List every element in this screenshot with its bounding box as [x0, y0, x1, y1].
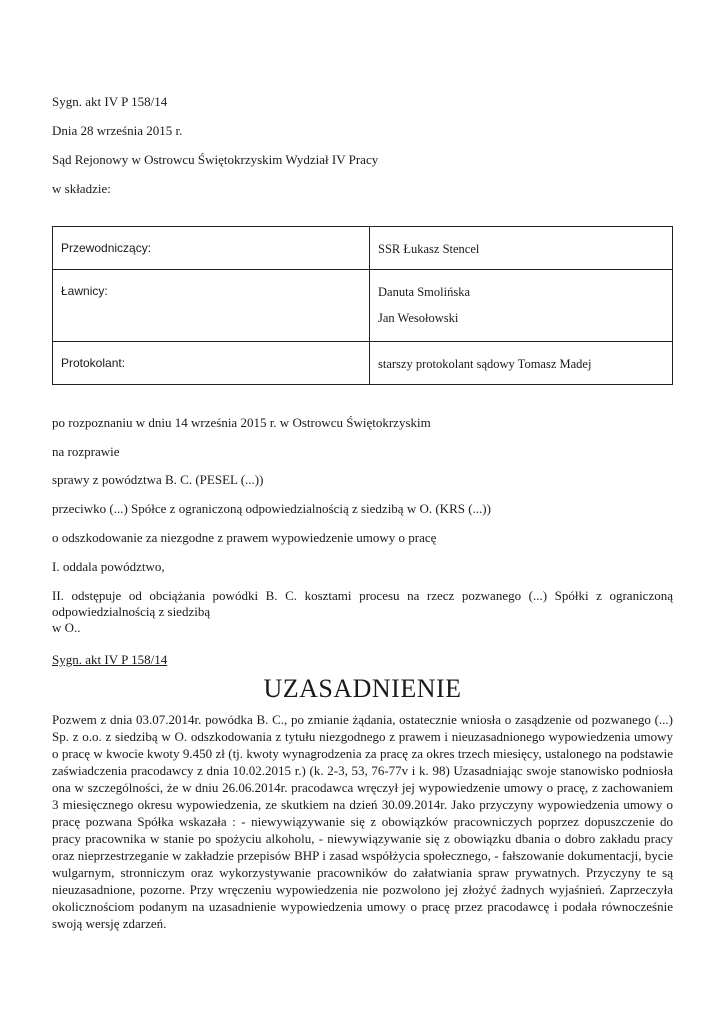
- justification-case-reference: Sygn. akt IV P 158/14: [52, 652, 168, 667]
- trial-label: na rozprawie: [52, 444, 120, 459]
- court-name: Sąd Rejonowy w Ostrowcu Świętokrzyskim Wydział IV Pracy: [52, 152, 379, 167]
- claim-info: sprawy z powództwa B. C. (PESEL (...)): [52, 472, 264, 487]
- name-cell: [370, 342, 673, 385]
- lay-judge-1: Danuta Smolińska: [378, 285, 471, 299]
- lay-judge-2: Jan Wesołowski: [378, 311, 459, 325]
- court-clerk: starszy protokolant sądowy Tomasz Madej: [378, 357, 592, 371]
- justification-paragraph: Pozwem z dnia 03.07.2014r. powódka B. C., po zmianie żądania, ostatecznie wniosła o zasądzenie od pozwanego (...) Sp. z o.o. z siedzibą w O. odszkodowania z tytułu niezgodnego z prawem i nieuzasadnionego wypowiedzenia umowy o pracę w kwocie kwoty 9.450 zł (tj. kwoty wynagrodzenia za pracę za okres trzech miesięcy, ustalonego na podstawie zaświadczenia pracodawcy z dnia 10.02.2015 r.) (k. 2-3, 53, 76-77v i k. 98) Uzasadniając swoje stanowisko podniosła ona w szczególności, że w dniu 26.06.2014r. pracodawca wręczył jej wypowiedzenie umowy o pracę, z zachowaniem 3 miesięcznego okresu wypowiedzenia, ze skutkiem na dzień 30.09.2014r. Jako przyczyny wypowiedzenia umowy o pracę pozwana Spółka wskazała : - niewywiązywanie się z obowiązków pracowniczych poprzez dopuszczenie do pracy pracownika w stanie po spożyciu alkoholu, - niewywiązywanie się z obowiązku dbania o dobro zakładu pracy oraz nieprzestrzeganie w zakładzie przepisów BHP i zasad współżycia społecznego, - fałszowanie dokumentacji, bycie wulgarnym, stronniczym oraz wykorzystywanie pracowników do załatwiania spraw prywatnych. Przyczyny te są nieuzasadnione, pozorne. Przy wręczeniu wypowiedzenia nie pozwolono jej złożyć żadnych wyjaśnień. Zaprzeczyła okolicznościom podanym na uzasadnienie wypowiedzenia umowy o pracę przez pracodawcę i podała równocześnie swoją wersję zdarzeń.: [52, 712, 673, 931]
- claim-subject: o odszkodowanie za niezgodne z prawem wypowiedzenie umowy o pracę: [52, 530, 437, 545]
- name-cell: [370, 227, 673, 270]
- name-cell: [370, 270, 673, 342]
- case-reference: Sygn. akt IV P 158/14: [52, 94, 168, 109]
- table-row: [53, 342, 673, 385]
- role-cell: Ławnicy:: [53, 270, 370, 342]
- ruling-point-2-end: w O..: [52, 620, 81, 635]
- hearing-info: po rozpoznaniu w dniu 14 września 2015 r. w Ostrowcu Świętokrzyskim: [52, 415, 431, 430]
- table-row: [53, 270, 673, 342]
- presiding-judge: SSR Łukasz Stencel: [378, 242, 480, 256]
- ruling-point-1: I. oddala powództwo,: [52, 559, 165, 574]
- role-cell: Protokolant:: [53, 342, 370, 385]
- justification-title: UZASADNIENIE: [263, 674, 462, 703]
- court-composition-table: [52, 226, 673, 385]
- table-row: [53, 227, 673, 270]
- ruling-date: Dnia 28 września 2015 r.: [52, 123, 183, 138]
- defendant-info: przeciwko (...) Spółce z ograniczoną odpowiedzialnością z siedzibą w O. (KRS (...)): [52, 501, 491, 516]
- composition-label: w składzie:: [52, 181, 111, 196]
- role-cell: Przewodniczący:: [53, 227, 370, 270]
- ruling-point-2: II. odstępuje od obciążania powódki B. C. kosztami procesu na rzecz pozwanego (...) Spółki z ograniczoną odpowiedzialnością z siedzibą: [52, 588, 673, 619]
